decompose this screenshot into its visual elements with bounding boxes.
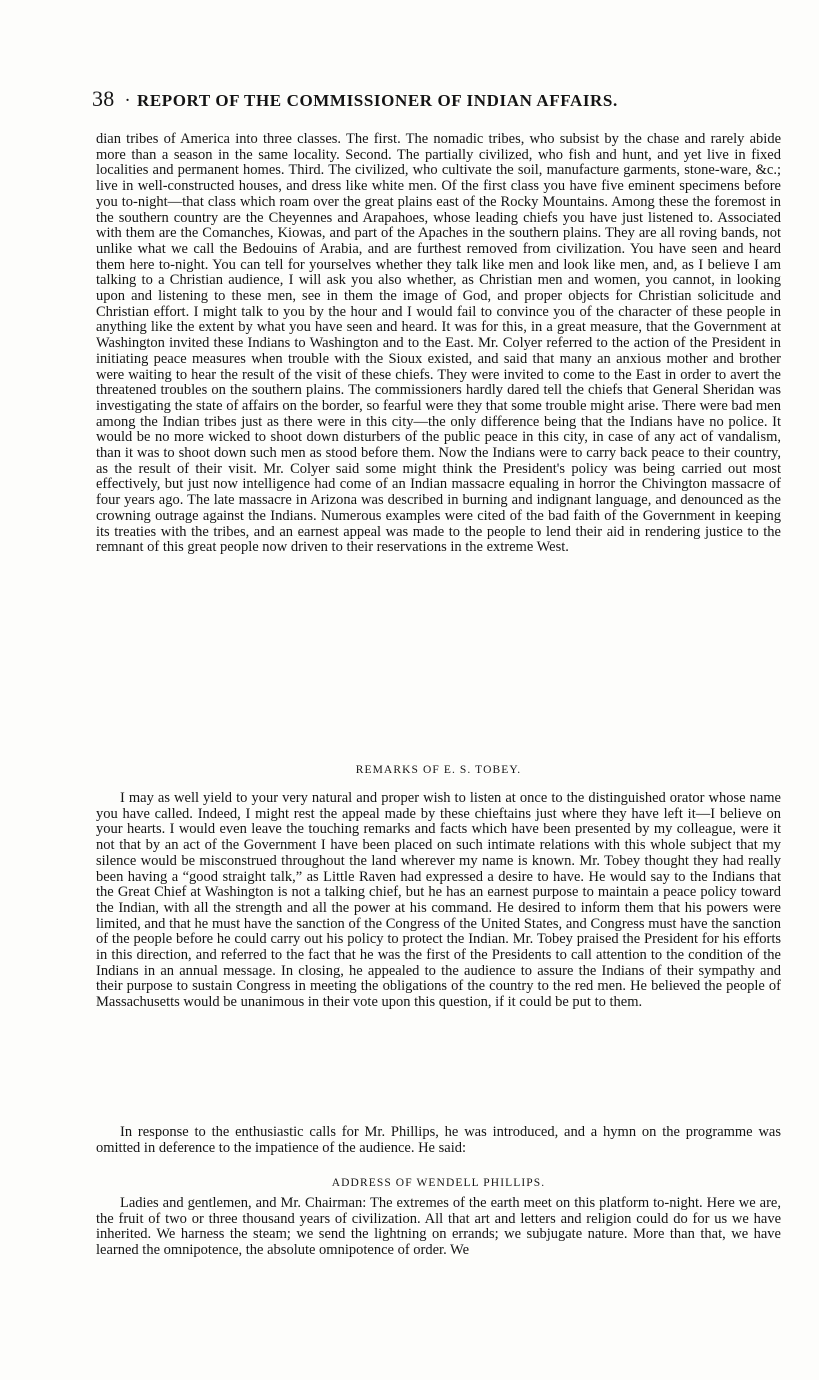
header-separator: · xyxy=(124,90,131,111)
section-heading-tobey: REMARKS OF E. S. TOBEY. xyxy=(355,764,522,776)
paragraph-phillips-intro: In response to the enthusiastic calls for Mr. Phillips, he was introduced, and a hymn on the programme was omitted in deference to the impatience of the audience. He said: xyxy=(96,1124,781,1156)
paragraph-tobey-remarks: I may as well yield to your very natural and proper wish to listen at once to the distinguished orator whose name you have called. Indeed, I might rest the appeal made by these chieftains just where they have left it—I believe on your hearts. I would even leave the touching remarks and facts which have been presented by my colleague, were it not that by an act of the Government I have been placed on such intimate relations with this whole subject that my silence would be misconstrued throughout the land wherever my name is known. Mr. Tobey thought they had really been having a “good straight talk,” as Little Raven had expressed a desire to have. He would say to the Indians that the Great Chief at Washington is not a talking chief, but he has an earnest purpose to maintain a peace policy toward the Indian, with all the strength and all the power at his command. He desired to inform them that his powers were limited, and that he must have the sanction of the Congress of the United States, and Congress must have the sanction of the people before he could carry out his policy to protect the Indian. Mr. Tobey praised the President for his efforts in this direction, and referred to the fact that he was the first of the Presidents to call attention to the condition of the Indians in an annual message. In closing, he appealed to the audience to assure the Indians of their sympathy and their purpose to sustain Congress in meeting the obligations of the country to the red men. He believed the people of Massachusetts would be unanimous in their vote upon this question, if it could be put to them. xyxy=(96,790,781,1011)
running-title: REPORT OF THE COMMISSIONER OF INDIAN AFFAIRS. xyxy=(136,91,618,110)
paragraph-colyer-remarks: dian tribes of America into three classes. The first. The nomadic tribes, who subsist by the chase and rarely abide more than a season in the same locality. Second. The partially civilized, who fish and hunt, and yet live in fixed localities and permanent homes. Third. The civilized, who cultivate the soil, manufacture garments, stone-ware, &c.; live in well-constructed houses, and dress like white men. Of the first class you have five eminent specimens before you to-night—that class which roam over the great plains east of the Rocky Mountains. Among these the foremost in the southern country are the Cheyennes and Arapahoes, whose leading chiefs you have just listened to. Associated with them are the Comanches, Kiowas, and part of the Apaches in the southern plains. They are all roving bands, not unlike what we call the Bedouins of Arabia, and are furthest removed from civilization. You have seen and heard them here to-night. You can tell for yourselves whether they talk like men and look like men, and, as I believe I am talking to a Christian audience, I will ask you also whether, as Christian men and women, you cannot, in looking upon and listening to these men, see in them the image of God, and proper objects for Christian solicitude and Christian effort. I might talk to you by the hour and I would fail to convince you of the character of these people in anything like the extent by what you have seen and heard. It was for this, in a great measure, that the Government at Washington invited these Indians to Washington and to the East. Mr. Colyer referred to the action of the President in initiating peace measures when trouble with the Sioux existed, and said that many an anxious mother and brother were waiting to hear the result of the visit of these chiefs. They were invited to come to the East in order to avert the threatened troubles on the southern plains. The commissioners hardly dared tell the chiefs that General Sheridan was investigating the state of affairs on the border, so fearful were they that some trouble might arise. There were bad men among the Indian tribes just as there were in this city—the only difference being that the Indians have no police. It would be no more wicked to shoot down disturbers of the public peace in this city, in case of any act of vandalism, than it was to shoot down such men as stood before them. Now the Indians were to carry back peace to their country, as the result of their visit. Mr. Colyer said some might think the President's policy was being carried out most effectively, but just now intelligence had come of an Indian massacre equaling in horror the Chivington massacre of four years ago. The late massacre in Arizona was described in burning and indignant language, and denounced as the crowning outrage against the Indians. Numerous examples were cited of the bad faith of the Government in keeping its treaties with the tribes, and an earnest appeal was made to the people to lend their aid in rendering justice to the remnant of this great people now driven to their reservations in the extreme West. xyxy=(96,131,781,556)
paragraph-phillips-address: Ladies and gentlemen, and Mr. Chairman: The extremes of the earth meet on this platform to-night. Here we are, the fruit of two or three thousand years of civilization. All that art and letters and religion could do for us we have inherited. We harness the steam; we send the lightning on errands; we subjugate nature. More than that, we have learned the omnipotence, the absolute omnipotence of order. We xyxy=(96,1195,781,1259)
section-heading-phillips: ADDRESS OF WENDELL PHILLIPS. xyxy=(331,1177,546,1189)
page-number: 38 xyxy=(92,86,115,111)
page-header xyxy=(92,86,712,116)
